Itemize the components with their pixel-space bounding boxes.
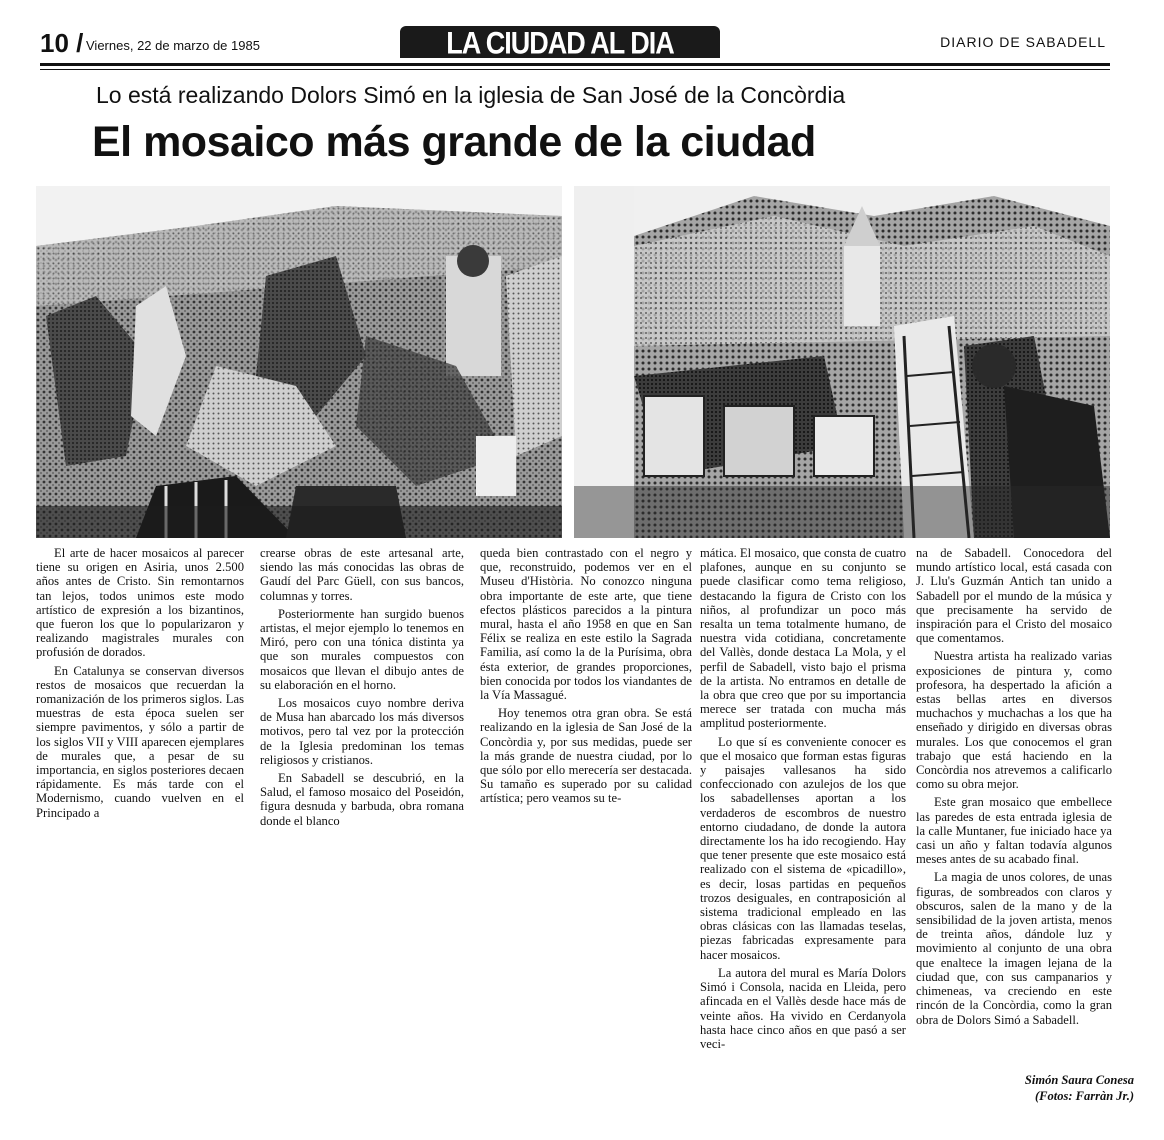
paragraph: En Catalunya se conservan diversos restos de mosaicos que recuerdan la romanización de los primeros siglos. Las muestras de esta época suelen ser siempre pavimentos, y sólo a partir de los siglos VII y VIII aparecen ejemplares de murales que, a pesar de su importancia, en siglos posteriores decaen rápidamente. Es más tarde con el Modernismo, cuando vuelven en el Principado a: [36, 663, 244, 820]
paragraph: Posteriormente han surgido buenos artistas, el mejor ejemplo lo tenemos en Miró, pero con una tónica distinta ya que son murales compuestos con mosaicos que llevan el dibujo antes de su elaboración en el horno.: [260, 606, 464, 692]
section-title: LA CIUDAD AL DIA: [446, 25, 674, 61]
paragraph: Este gran mosaico que embellece las paredes de esta entrada iglesia de la calle Muntaner, fue iniciado hace ya casi un año y faltan todavía algunos meses antes de su acabado final.: [916, 795, 1112, 867]
mosaic-photo-right: [574, 186, 1110, 538]
paragraph: En Sabadell se descubrió, en la Salud, el famoso mosaico del Poseidón, figura desnuda y barbuda, obra romana donde el blanco: [260, 771, 464, 828]
mosaic-photo-left: [36, 186, 562, 538]
paragraph: Lo que sí es conveniente conocer es que el mosaico que forman estas figuras y paisajes vallesanos ha sido confeccionado con azulejos de los que los sabadellenses aportan a los verdaderos de escombros de nuestro entorno ciudadano, de donde la autora directamente los ha ido recogiendo. Hay que tener presente que este mosaico está realizado con el sistema de «picadillo», es decir, losas partidas en pequeños trozos desiguales, en contraposición al sistema tradicional empleado en las obras clásicas con las llamadas teselas, piezas fabricadas expresamente para hacer mosaicos.: [700, 734, 906, 962]
paragraph: El arte de hacer mosaicos al parecer tiene su origen en Asiria, unos 2.500 años antes de Cristo. Sin remontarnos tan lejos, todos unimos este modo artístico de expresión a los bizantinos, que fueron los que lo popularizaron y realizando magistrales murales con profusión de dorados.: [36, 546, 244, 660]
paragraph: Los mosaicos cuyo nombre deriva de Musa han abarcado los más diversos motivos, pero tal vez por la protección de la Iglesia predominan los temas religiosos y cristianos.: [260, 696, 464, 767]
article-column-5: [916, 546, 1112, 1031]
photo-credit: (Fotos: Farràn Jr.): [1035, 1089, 1134, 1103]
header-rule: [40, 63, 1110, 66]
article-headline: El mosaico más grande de la ciudad: [92, 118, 816, 166]
page-number: 10 /: [40, 28, 84, 58]
article-column-1: [36, 546, 244, 824]
paragraph: crearse obras de este artesanal arte, siendo las más conocidas las obras de Gaudí del Parc Güell, con sus bancos, columnas y torres.: [260, 546, 464, 603]
article-column-4: [700, 546, 906, 1055]
paragraph: Nuestra artista ha realizado varias exposiciones de pintura y, como profesora, ha despertado la afición a estas bellas artes en diversos muchachos y muchachas a los que ha enseñado y dirigido en diversas obras murales. Los que conocemos el gran trabajo que está haciendo en la Concòrdia nos atrevemos a calificarlo como su obra mejor.: [916, 649, 1112, 792]
issue-date: Viernes, 22 de marzo de 1985: [86, 38, 260, 53]
article-kicker: Lo está realizando Dolors Simó en la iglesia de San José de la Concòrdia: [96, 82, 846, 108]
paragraph: La autora del mural es María Dolors Simó i Consola, nacida en Lleida, pero afincada en el Vallès desde hace más de veinte años. Ha vivido en Cerdanyola hasta hace cinco años en que pasó a ser veci-: [700, 965, 906, 1051]
paragraph: queda bien contrastado con el negro y que, reconstruido, podemos ver en el Museu d'Història. No conozco ninguna obra importante de este arte, que tiene efectos plásticos parecidos a la pintura mural, hasta el año 1958 en que en San Félix se realiza en este estilo la Sagrada Familia, así como la de la Purísima, obra ésta exterior, de grandes proporciones, bien conocida por todos los viandantes de la Vía Massagué.: [480, 546, 692, 703]
article-body: [36, 546, 1110, 1106]
page-header: [40, 26, 1110, 60]
article-column-2: [260, 546, 464, 832]
article-column-3: [480, 546, 692, 810]
paragraph: na de Sabadell. Conocedora del mundo artístico local, está casada con J. Llu's Guzmán Antich tan unido a Sabadell por el mundo de la música y que precisamente ha servido de inspiración para el Cristo del mosaico que comentamos.: [916, 546, 1112, 646]
paragraph: Hoy tenemos otra gran obra. Se está realizando en la iglesia de San José de la Concòrdia y, por sus medidas, puede ser la más grande de nuestra ciudad, por lo que sólo por ello merecería ser destacada. Su tamaño es superado por su calidad artística; pero veamos su te-: [480, 706, 692, 806]
paragraph: La magia de unos colores, de unas figuras, de sombreados con claros y obscuros, salen de la mano y de la sensibilidad de la joven artista, menos de treinta años, dándole luz y movimiento al conjunto de una obra que enaltece la imagen lejana de la ciudad que, con sus campanarios y chimeneas, va creciendo en este rincón de la Concòrdia, como la gran obra de Dolors Simó a Sabadell.: [916, 870, 1112, 1027]
section-banner: [400, 25, 720, 61]
byline: [1025, 1072, 1134, 1104]
header-rule-thin: [40, 69, 1110, 70]
paragraph: mática. El mosaico, que consta de cuatro plafones, aunque en su conjunto se puede clasificar como tema religioso, destacando la figura de Cristo con los niños, al profundizar un poco más resalta un tema totalmente humano, de nuestra vida cotidiana, concretamente del Vallès, donde destaca La Mola, y el perfil de Sabadell, visto bajo el prisma de la artista. No entramos en detalle de la obra que creo que por su importancia merece ser tratada con mucha más amplitud posteriormente.: [700, 546, 906, 731]
author-name: Simón Saura Conesa: [1024, 1073, 1134, 1087]
newspaper-name: DIARIO DE SABADELL: [940, 34, 1106, 50]
